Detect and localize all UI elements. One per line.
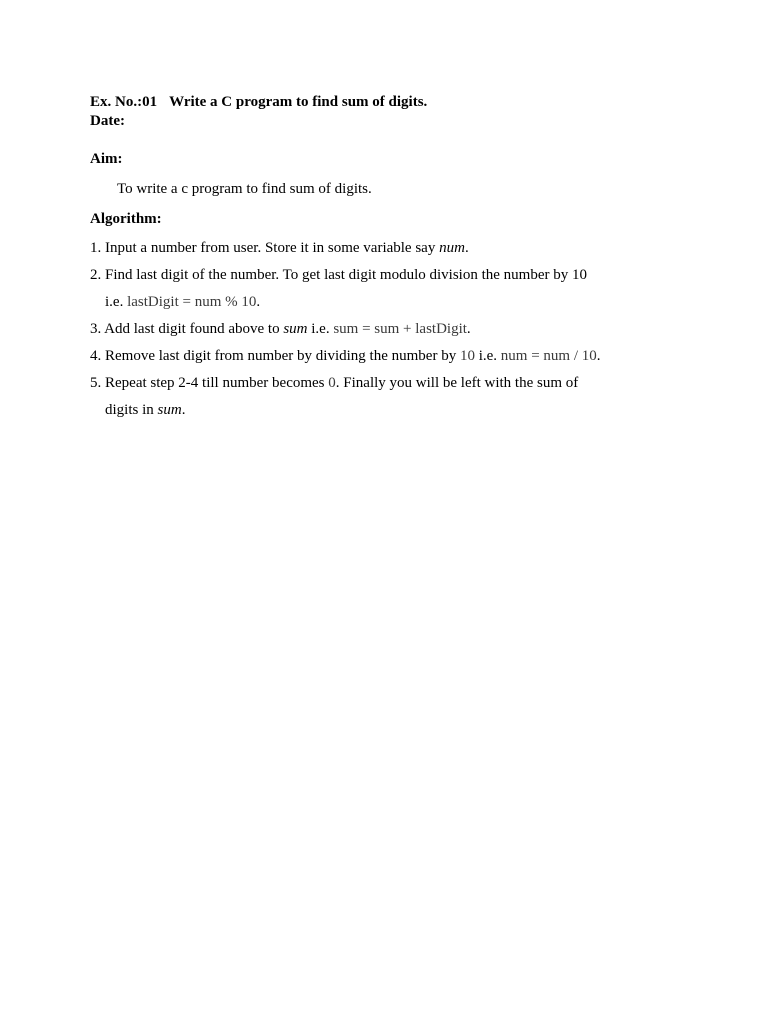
step-3-ie: i.e. — [307, 321, 334, 337]
step-3-text: 3. Add last digit found above to — [90, 321, 284, 337]
step-3-end: . — [466, 321, 471, 337]
algorithm-heading: Algorithm: — [90, 211, 162, 227]
algorithm-step-1 — [90, 240, 469, 257]
step-5-text: 5. Repeat step 2-4 till number becomes — [90, 375, 329, 391]
exercise-number: Ex. No.:01 — [90, 94, 158, 110]
step-5-line-2-text: digits in — [105, 402, 158, 418]
step-1-variable: num — [439, 240, 465, 256]
step-4-text: 4. Remove last digit from number by dividing the number by — [90, 348, 460, 364]
step-3-code: sum = sum + lastDigit — [333, 321, 467, 337]
date-label: Date: — [90, 113, 125, 129]
step-2-end: . — [256, 294, 261, 310]
algorithm-step-5-line-1 — [90, 375, 578, 392]
algorithm-step-2-line-2 — [105, 294, 260, 311]
step-5-text-b: . Finally you will be left with the sum of — [335, 375, 579, 391]
step-4-end: . — [596, 348, 601, 364]
step-5-variable: sum — [157, 402, 182, 418]
step-4-ie: i.e. — [474, 348, 501, 364]
aim-heading: Aim: — [90, 151, 123, 167]
exercise-header — [90, 94, 427, 111]
step-3-variable: sum — [283, 321, 308, 337]
aim-text: To write a c program to find sum of digits. — [117, 181, 372, 197]
step-5-zero: 0 — [328, 375, 336, 391]
step-1-end: . — [464, 240, 469, 256]
step-1-text: 1. Input a number from user. Store it in some variable say — [90, 240, 440, 256]
step-5-end: . — [181, 402, 186, 418]
step-4-code: num = num / 10 — [500, 348, 597, 364]
algorithm-step-5-line-2 — [105, 402, 185, 419]
step-2-code: lastDigit = num % 10 — [127, 294, 257, 310]
algorithm-step-4 — [90, 348, 601, 365]
exercise-title: Write a C program to find sum of digits. — [169, 94, 428, 110]
algorithm-step-2-line-1: 2. Find last digit of the number. To get last digit modulo division the number by 10 — [90, 267, 587, 283]
step-2-ie: i.e. — [105, 294, 128, 310]
step-4-number: 10 — [459, 348, 475, 364]
algorithm-step-3 — [90, 321, 471, 338]
